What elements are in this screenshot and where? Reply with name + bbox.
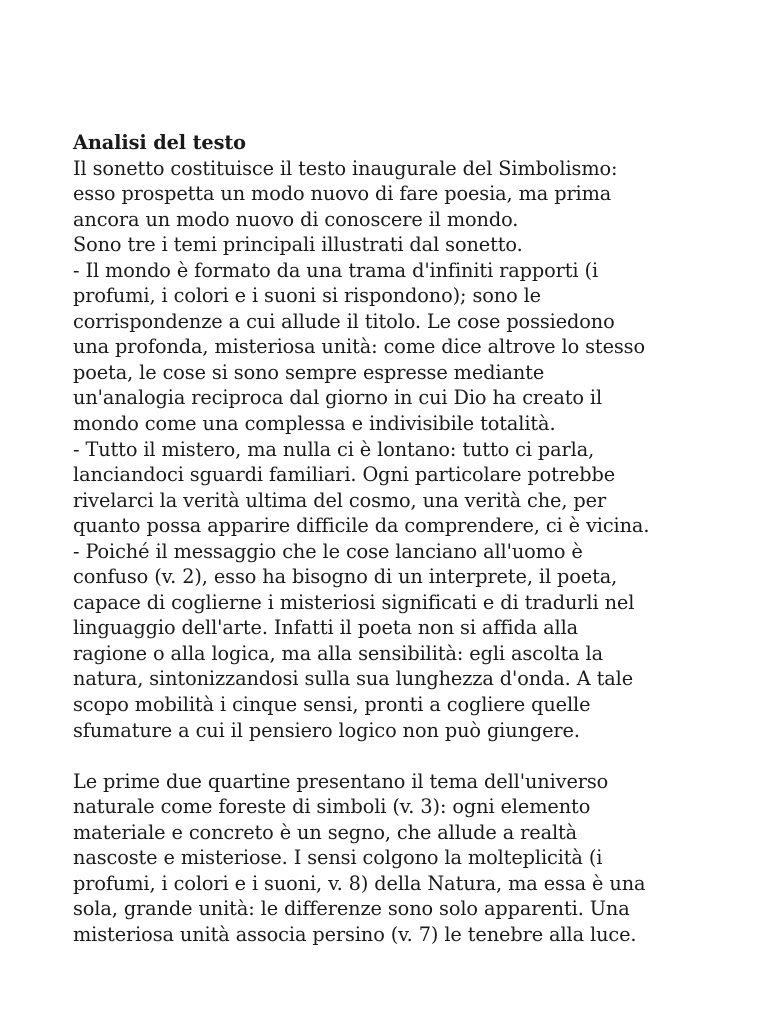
text-line: scopo mobilità i cinque sensi, pronti a cogliere quelle [73, 693, 591, 717]
text-line: esso prospetta un modo nuovo di fare poesia, ma prima [73, 182, 612, 206]
section-heading: Analisi del testo [73, 131, 246, 154]
text-line: ancora un modo nuovo di conoscere il mondo. [73, 207, 519, 231]
text-line: Le prime due quartine presentano il tema dell'universo [73, 769, 609, 793]
text-line: quanto possa apparire difficile da comprendere, ci è vicina. [73, 514, 650, 538]
document-page [73, 130, 713, 948]
text-line: sfumature a cui il pensiero logico non può giungere. [73, 718, 580, 742]
text-line: lanciandoci sguardi familiari. Ogni particolare potrebbe [73, 463, 616, 487]
text-line: mondo come una complessa e indivisibile totalità. [73, 412, 556, 436]
text-line: misteriosa unità associa persino (v. 7) le tenebre alla luce. [73, 922, 637, 946]
text-line: - Tutto il mistero, ma nulla ci è lontano: tutto ci parla, [73, 437, 595, 461]
text-line: profumi, i colori e i suoni si rispondono); sono le [73, 284, 541, 308]
text-line: profumi, i colori e i suoni, v. 8) della Natura, ma essa è una [73, 871, 646, 895]
text-line: sola, grande unità: le differenze sono solo apparenti. Una [73, 897, 630, 921]
text-line: capace di coglierne i misteriosi significati e di tradurli nel [73, 590, 635, 614]
text-line: natura, sintonizzandosi sulla sua lunghezza d'onda. A tale [73, 667, 634, 691]
text-line: Sono tre i temi principali illustrati dal sonetto. [73, 233, 523, 257]
text-line: una profonda, misteriosa unità: come dice altrove lo stesso [73, 335, 645, 359]
text-line: ragione o alla logica, ma alla sensibilità: egli ascolta la [73, 641, 603, 665]
text-line: naturale come foreste di simboli (v. 3): ogni elemento [73, 795, 591, 819]
paragraph-2 [73, 769, 713, 948]
text-line: - Poiché il messaggio che le cose lanciano all'uomo è [73, 539, 583, 563]
paragraph-1 [73, 156, 713, 744]
text-line: un'analogia reciproca dal giorno in cui Dio ha creato il [73, 386, 603, 410]
text-line: corrispondenze a cui allude il titolo. Le cose possiedono [73, 309, 615, 333]
text-line: nascoste e misteriose. I sensi colgono la molteplicità (i [73, 846, 603, 870]
paragraph-spacer [73, 743, 713, 769]
text-line: rivelarci la verità ultima del cosmo, una verità che, per [73, 488, 607, 512]
text-line: - Il mondo è formato da una trama d'infiniti rapporti (i [73, 258, 599, 282]
text-line: poeta, le cose si sono sempre espresse mediante [73, 360, 545, 384]
text-line: materiale e concreto è un segno, che allude a realtà [73, 820, 578, 844]
text-line: Il sonetto costituisce il testo inaugurale del Simbolismo: [73, 156, 618, 180]
text-line: confuso (v. 2), esso ha bisogno di un interprete, il poeta, [73, 565, 618, 589]
text-line: linguaggio dell'arte. Infatti il poeta non si affida alla [73, 616, 579, 640]
